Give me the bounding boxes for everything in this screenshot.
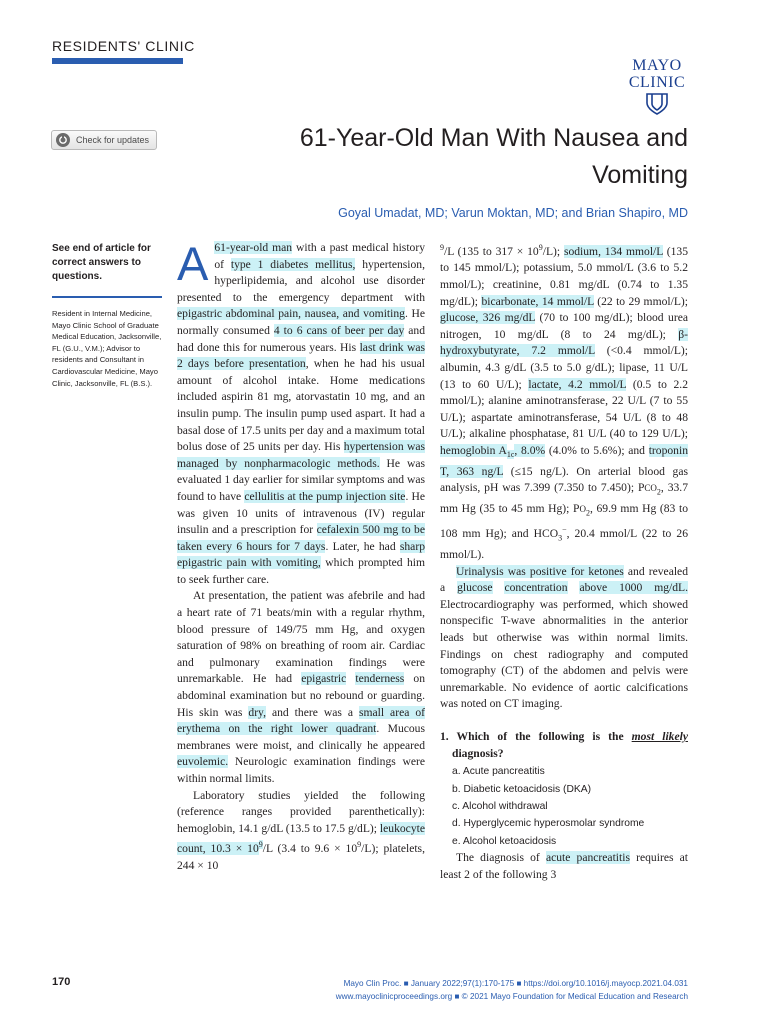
- check-for-updates-label: Check for updates: [76, 135, 150, 145]
- paragraph-laboratory-continued: $^9$/L (135 to $317 \times 10^9/L$); sodium, 134 mmol/L (135 to 145 mmol/L); potassium, 5.0 mmol/L (3.6 to 5.2 mmol/L); creatinine, 0.81 mg/dL (0.74 to 1.35 mg/dL); bicarbonate, 14 mmol/L (22 to 29 mmol/L); glucose, 326 mg/dL (70 to 100 mg/dL); blood urea nitrogen, 10 mg/dL (8 to 24 mg/dL); β-hydroxybutyrate, 7.2 mmol/L (<0.4 mmol/L); albumin, 4.3 g/dL (3.5 to 5.0 g/dL); lipase, 11 U/L (13 to 60 U/L); lactate, 4.2 mmol/L (0.5 to 2.2 mmol/L); alanine aminotransferase, 22 U/L (7 to 55 U/L); aspartate aminotransferase, 54 U/L (8 to 48 U/L); alkaline phosphatase, 81 U/L (40 to 129 U/L); hemoglobin $A_{1c}$, 8.0% (4.0% to 5.6%); and troponin T, 363 ng/L (≤15 ng/L). On arterial blood gas analysis, pH was 7.399 (7.350 to 7.450); $PCO_2$, 33.7 mm Hg (35 to 45 mm Hg); $PO_2$, 69.9 mm Hg (83 to 108 mm Hg); and $HCO_3^-$, 20.4 mmol/L (22 to 26 mmol/L).: [440, 243, 689, 562]
- section-label: RESIDENTS' CLINIC: [52, 38, 195, 54]
- logo-line-2: CLINIC: [628, 74, 686, 91]
- text-column-2: [440, 240, 688, 883]
- paragraph-diagnosis: The diagnosis of acute pancreatitis requires at least 2 of the following 3: [440, 851, 688, 881]
- question-1: [440, 729, 688, 850]
- answers-note: See end of article for correct answers to questions.: [52, 243, 151, 282]
- sidebar-notes: [52, 242, 162, 389]
- page-number: 170: [52, 976, 71, 988]
- author-affiliation: Resident in Internal Medicine, Mayo Clinic School of Graduate Medical Education, Jacksonville, FL (G.U., V.M.); Advisor to residents and Consultant in Cardiovascular Medicine, Mayo Clinic, Jacksonville, FL (B.S.).: [52, 309, 162, 388]
- paragraph-laboratory: Laboratory studies yielded the following (reference ranges provided parenthetically): hemoglobin, 14.1 g/dL (13.5 to 17.5 g/dL); leukocyte count, $10.3 \times 10^9/L$ (3.4 to $9.6 \times 10^9/L$); platelets, 244 × 10: [177, 788, 425, 872]
- article-authors: Goyal Umadat, MD; Varun Moktan, MD; and Brian Shapiro, MD: [338, 206, 688, 220]
- text-column-1: [177, 237, 426, 874]
- footer-citation: Mayo Clin Proc. ■ January 2022;97(1):170-175 ■ https://doi.org/10.1016/j.mayocp.2021.04.031: [343, 979, 688, 988]
- aside-divider: [52, 296, 162, 298]
- question-stem: 1. Which of the following is the most likely diagnosis?: [440, 730, 688, 760]
- answer-option-a: a. Acute pancreatitis: [452, 766, 545, 778]
- mayo-clinic-logo: [626, 40, 688, 115]
- answer-option-e: e. Alcohol ketoacidosis: [452, 835, 557, 847]
- answer-option-d: d. Hyperglycemic hyperosmolar syndrome: [452, 818, 645, 830]
- logo-line-1: MAYO: [632, 57, 682, 74]
- shield-icon: [637, 52, 677, 53]
- answer-options: [440, 763, 688, 850]
- update-badge-icon: [56, 133, 70, 147]
- footer-site: www.mayoclinicproceedings.org ■ © 2021 Mayo Foundation for Medical Education and Research: [335, 992, 688, 1001]
- section-accent-bar: [52, 58, 183, 64]
- drop-cap: A: [177, 237, 209, 290]
- page-footer: [168, 977, 688, 1003]
- answer-option-b: b. Diabetic ketoacidosis (DKA): [452, 783, 592, 795]
- article-title: 61-Year-Old Man With Nausea and Vomiting: [299, 124, 688, 189]
- paragraph-presentation: A 61-year-old man with a past medical history of type 1 diabetes mellitus, hypertension, hyperlipidemia, and alcohol use disorder presented to the emergency department with epigastric abdominal pain, nausea, and vomiting. He normally consumed 4 to 6 cans of beer per day and had done this for numerous years. His last drink was 2 days before presentation, when he had his usual amount of alcohol intake. Home medications included aspirin 81 mg, atorvastatin 10 mg, and an insulin pump. The insulin pump used aspart. It had a basal dose of 17.5 units per day and a maximum total bolus dose of 25 units per day. His hypertension was managed by nonpharmacologic methods. He was evaluated 1 day earlier for similar symptoms and was found to have cellulitis at the pump injection site. He was given 10 units of intravenous (IV) regular insulin and a prescription for cefalexin 500 mg to be taken every 6 hours for 7 days. Later, he had sharp epigastric pain with vomiting, which prompted him to seek further care.: [177, 237, 426, 586]
- answer-option-c: c. Alcohol withdrawal: [452, 801, 548, 812]
- check-for-updates-button[interactable]: [51, 130, 157, 150]
- shield-mark-icon: [645, 93, 669, 115]
- paragraph-examination: At presentation, the patient was afebrile and had a heart rate of 71 beats/min with a regular rhythm, blood pressure of 149/75 mm Hg, and oxygen saturation of 98% on breathing of room air. Cardiac and pulmonary examination findings were unremarkable. He had epigastric tenderness on abdominal examination but no rebound or guarding. His skin was dry, and there was a small area of erythema on the right lower quadrant. Mucous membranes were moist, and clinically he appeared euvolemic. Neurologic examination findings were within normal limits.: [177, 589, 426, 785]
- question-emphasis: most likely: [631, 730, 688, 743]
- paragraph-urinalysis: Urinalysis was positive for ketones and revealed a glucose concentration above 1000 mg/dL. Electrocardiography was performed, which showed nonspecific T-wave abnormalities in the anterior leads but otherwise was within normal limits. Findings on chest radiography and computed tomography (CT) of the abdomen and pelvis were unremarkable. No evidence of aortic calcifications was noted on CT imaging.: [440, 564, 689, 711]
